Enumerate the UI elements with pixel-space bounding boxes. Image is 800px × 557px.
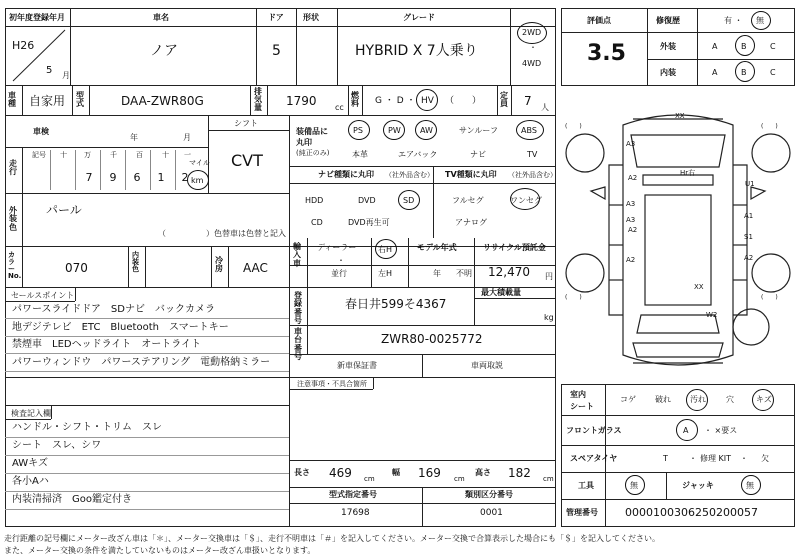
inspector-line: AWキズ	[12, 458, 48, 469]
spare-item: 修理 KIT	[700, 454, 732, 463]
repair-label: 修復歴	[656, 16, 680, 25]
chassis-label: 車台番号	[294, 327, 302, 362]
seat-item: コゲ	[620, 395, 636, 404]
equipment-item: 本革	[352, 150, 368, 159]
inspector-line: シート スレ、シワ	[12, 440, 102, 451]
door-label: ドア	[268, 13, 284, 22]
capacity-value: 7	[524, 94, 532, 108]
grade-value: HYBRID X 7人乗り	[355, 43, 478, 59]
warranty-label: 新車保証書	[337, 361, 377, 370]
chassis-value: ZWR80-0025772	[381, 332, 483, 346]
mgmt-label: 管理番号	[566, 508, 598, 517]
grade-label: グレード	[403, 13, 435, 22]
interior-label: 内装	[660, 68, 676, 77]
navi-cd: CD	[311, 218, 323, 227]
seat-item: 穴	[726, 395, 734, 404]
fuel-options: G ・ D ・	[375, 96, 416, 106]
svg-text:( ): ( )	[565, 123, 582, 130]
interior-grade-b: B	[741, 68, 747, 77]
shape-label: 形状	[303, 13, 319, 22]
svg-text:( ): ( )	[565, 294, 582, 301]
sales-point-line: パワースライドドア SDナビ バックカメラ	[12, 304, 215, 315]
diagram-label: A3	[626, 140, 636, 148]
tv-fullseg: フルセグ	[452, 196, 484, 205]
color-label: 外装色	[9, 206, 17, 232]
spare-item: ・	[740, 454, 748, 463]
equipment-item: PS	[353, 126, 363, 135]
length-label: 長さ	[294, 468, 310, 477]
mileage-digit: 7	[85, 171, 93, 184]
diagram-label: A3	[626, 216, 636, 224]
sales-point-line: 地デジテレビ ETC Bluetooth スマートキー	[12, 321, 229, 333]
km-label: km	[191, 176, 204, 185]
drive-4wd: 4WD	[522, 59, 542, 68]
diagram-label: Hr右	[680, 169, 696, 177]
diagram-label: A1	[744, 212, 754, 220]
recycle-label: リサイクル預託金	[483, 243, 546, 252]
tv-label: TV種類に丸印	[445, 170, 497, 179]
mileage-unit-label: 万	[84, 151, 91, 159]
capacity-label: 定員	[500, 91, 508, 108]
shift-value: CVT	[231, 151, 263, 170]
cc-unit: cc	[335, 103, 344, 112]
displacement-value: 1790	[286, 94, 317, 108]
diagram-label: W2	[706, 311, 718, 319]
door-value: 5	[272, 43, 281, 59]
diagram-label: XX	[675, 112, 685, 120]
month-unit: 月	[62, 71, 70, 80]
footer-note-2: また、メーター交換の条件を満たしていないものはメーター改ざん車扱いとなります。	[4, 546, 316, 555]
tools-selected: 無	[630, 481, 638, 490]
width-value: 169	[418, 466, 441, 480]
fuel-selected: HV	[421, 96, 434, 106]
seat-item: 破れ	[655, 395, 671, 404]
exterior-grade-a: A	[712, 42, 718, 51]
capacity-unit: 人	[541, 103, 549, 112]
tv-sub: （社外品含む）	[508, 171, 557, 179]
mileage-unit-label: 百	[136, 151, 143, 159]
mileage-digit: 1	[157, 171, 165, 184]
type-value: 自家用	[29, 94, 66, 108]
reg-label: 登録番号	[294, 291, 302, 326]
spare-item: 欠	[761, 454, 769, 463]
ac-label: 冷房	[215, 256, 223, 273]
fuel-label: 燃料	[351, 91, 359, 108]
seat-item: 汚れ	[690, 395, 706, 404]
inspector-line: 内装清掃済 Goo鑑定付き	[12, 494, 132, 505]
import-parallel: 並行	[331, 269, 347, 278]
spare-item: ・	[689, 454, 697, 463]
mile-label: マイル	[189, 159, 210, 167]
car-damage-diagram	[561, 95, 795, 385]
footer-note-1: 走行距離の記号欄にメーター改ざん車は「＊」、メーター交換車は「＄」、走行不明車は「＃」を記入してください。メーター交換で合算表示した場合にも「＄」を記入してください。	[4, 534, 660, 543]
width-label: 幅	[392, 468, 400, 477]
max-load-label: 最大積載量	[481, 288, 521, 297]
tools-label: 工具	[578, 481, 594, 490]
type-no-label: 型式指定番号	[329, 490, 377, 499]
diagram-label: S1	[744, 233, 753, 241]
navi-hdd: HDD	[305, 196, 324, 205]
recycle-value: 12,470	[488, 265, 530, 279]
repair-options: 有 ・	[724, 16, 743, 25]
windshield-selected: A	[683, 426, 689, 435]
diagram-label: A2	[744, 254, 754, 262]
color-code-label: カラーNo.	[8, 251, 22, 280]
first-reg-era: H26	[12, 39, 35, 52]
diagram-label: A2	[628, 226, 638, 234]
interior-color-label: 内装色	[132, 251, 139, 273]
ac-value: AAC	[243, 261, 268, 275]
height-unit: cm	[543, 475, 554, 483]
equipment-item: PW	[388, 126, 401, 135]
svg-text:( ): ( )	[761, 123, 778, 130]
seat-label-2: シート	[570, 402, 594, 411]
mileage-unit-label: 一	[184, 151, 191, 159]
color-value: パール	[46, 203, 82, 217]
sales-point-line: 禁煙車 LEDヘッドライト オートライト	[12, 339, 201, 350]
model-year-unknown: 不明	[456, 269, 472, 278]
mileage-digit: 9	[109, 171, 117, 184]
mileage-unit-label: 十	[60, 151, 67, 159]
navi-dvd-play: DVD再生可	[348, 218, 390, 227]
equipment-label-3: (純正のみ)	[296, 149, 330, 157]
length-unit: cm	[364, 475, 375, 483]
import-dot: ・	[337, 256, 345, 265]
max-load-unit: kg	[544, 313, 554, 322]
repair-selected: 無	[756, 16, 764, 25]
sales-point-line: パワーウィンドウ パワーステアリング 電動格納ミラー	[12, 356, 271, 368]
inspector-line: ハンドル・シフト・トリム スレ	[12, 422, 162, 433]
interior-grade-a: A	[712, 68, 718, 77]
displacement-label: 排気量	[254, 87, 262, 112]
spare-item: T	[663, 454, 668, 463]
diagram-label: A2	[626, 256, 636, 264]
model-label: 型式	[76, 91, 84, 108]
recycle-yen: 円	[545, 272, 553, 281]
equipment-item: AW	[420, 126, 433, 135]
first-reg-month: 5	[46, 65, 53, 76]
sales-points-label: セールスポイント	[11, 291, 75, 300]
navi-label: ナビ種類に丸印	[318, 170, 374, 179]
navi-sub: （社外品含む）	[385, 171, 434, 179]
mileage-unit-label: 記号	[32, 151, 46, 159]
car-name-value: ノア	[150, 43, 178, 59]
svg-text:( ): ( )	[761, 294, 778, 301]
car-name-label: 車名	[153, 13, 169, 22]
seat-item: キズ	[756, 395, 772, 404]
navi-sd: SD	[403, 196, 415, 205]
diagram-label: A2	[628, 174, 638, 182]
mgmt-value: 0000100306250200057	[625, 506, 758, 519]
type-label: 車種	[8, 91, 16, 108]
date-slash	[5, 26, 70, 85]
tv-analog: アナログ	[455, 218, 487, 227]
color-code-value: 070	[65, 261, 88, 275]
rating-label: 評価点	[587, 16, 611, 25]
shaken-year: 年	[130, 133, 138, 142]
drive-dot: ・	[529, 43, 537, 52]
width-unit: cm	[454, 475, 465, 483]
seat-label-1: 室内	[570, 390, 586, 399]
windshield-items: ・ ×要ス	[704, 426, 738, 435]
diagram-label: XX	[694, 283, 704, 291]
type-no-value: 17698	[341, 508, 370, 518]
tv-oneseg: ワンセグ	[510, 196, 542, 205]
diagram-label: A3	[626, 200, 636, 208]
jack-selected: 無	[746, 481, 754, 490]
reg-value: 春日井599そ4367	[345, 297, 447, 311]
spare-label: スペアタイヤ	[570, 454, 618, 463]
equipment-label-2: 丸印	[296, 138, 312, 147]
diagram-label: U1	[745, 180, 755, 188]
shaken-month: 月	[183, 133, 191, 142]
mileage-unit-label: 千	[110, 151, 117, 159]
exterior-grade-c: C	[770, 42, 776, 51]
equipment-label-1: 装備品に	[296, 127, 328, 136]
mileage-label: 走行	[9, 159, 17, 176]
notes-label: 注意事項・不具合箇所	[297, 380, 367, 388]
jack-label: ジャッキ	[682, 481, 714, 490]
rating-score: 3.5	[587, 41, 626, 66]
manual-label: 車両取説	[471, 361, 503, 370]
model-year-label: モデル年式	[417, 243, 457, 252]
shift-label: シフト	[234, 119, 258, 128]
color-note: （ ）色替車は色替と記入	[158, 229, 286, 238]
import-label: 輸入車	[293, 242, 301, 268]
drive-2wd: 2WD	[522, 28, 542, 37]
mileage-unit-label: 十	[162, 151, 169, 159]
mileage-digit: 6	[133, 171, 141, 184]
inspector-label: 検査記入欄	[11, 409, 51, 418]
import-right: 右H	[378, 245, 393, 254]
first-reg-label: 初年度登録年月	[9, 13, 65, 22]
inspector-line: 各小Aハ	[12, 476, 49, 487]
height-label: 高さ	[475, 468, 491, 477]
equipment-item: ABS	[521, 126, 537, 135]
import-left: 左H	[378, 269, 393, 278]
model-value: DAA-ZWR80G	[121, 94, 204, 108]
equipment-item: TV	[527, 150, 538, 159]
exterior-grade-b: B	[741, 42, 747, 51]
equipment-item: ナビ	[470, 150, 486, 159]
exterior-label: 外装	[660, 42, 676, 51]
class-no-value: 0001	[480, 508, 503, 518]
windshield-label: フロントガラス	[566, 426, 622, 435]
shaken-label: 車検	[33, 127, 49, 136]
equipment-item: エアバック	[398, 150, 438, 159]
interior-grade-c: C	[770, 68, 776, 77]
class-no-label: 類別区分番号	[465, 490, 513, 499]
length-value: 469	[329, 466, 352, 480]
mileage-digit: 2	[181, 171, 189, 184]
model-year-unit: 年	[433, 269, 441, 278]
equipment-item: サンルーフ	[459, 126, 498, 135]
import-dealer: ディーラー	[317, 243, 357, 252]
fuel-paren: （ ）	[445, 96, 482, 106]
navi-dvd: DVD	[358, 196, 376, 205]
height-value: 182	[508, 466, 531, 480]
